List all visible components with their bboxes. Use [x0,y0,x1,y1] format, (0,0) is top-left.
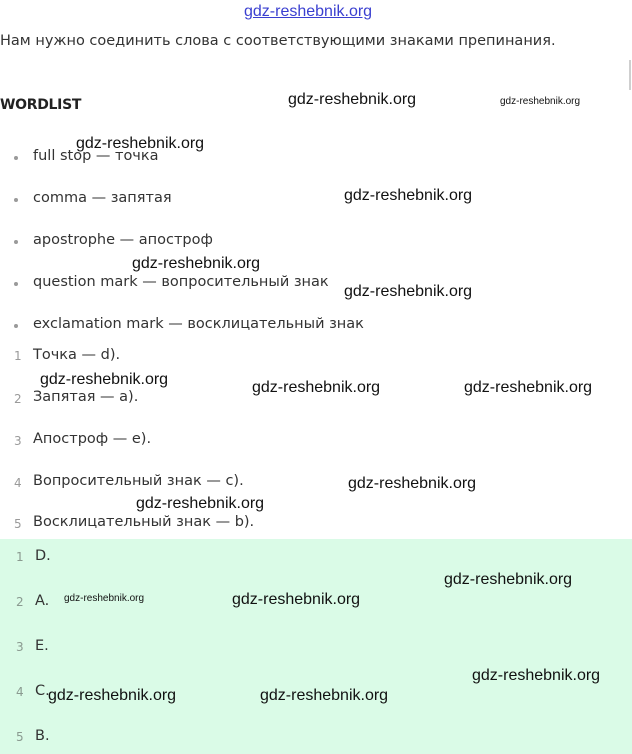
watermark: gdz-reshebnik.org [260,687,389,704]
scrollbar-thumb[interactable] [629,60,631,90]
answer-number: 4 [16,685,24,699]
watermark: gdz-reshebnik.org [40,371,169,388]
answer-text: C. [35,683,50,699]
bullet-icon [14,198,18,202]
item-number: 4 [14,476,22,490]
item-number: 2 [14,392,22,406]
list-item-text: full stop — точка [33,148,159,164]
watermark: gdz-reshebnik.org [232,591,361,608]
answer-number: 3 [16,640,24,654]
item-number: 1 [14,349,22,363]
bullet-icon [14,324,18,328]
bullet-icon [14,156,18,160]
watermark: gdz-reshebnik.org [132,255,261,272]
answer-text: D. [35,548,51,564]
intro-text: Нам нужно соединить слова с соответствующими знаками препинания. [0,33,556,49]
watermark: gdz-reshebnik.org [344,283,473,300]
bullet-icon [14,240,18,244]
watermark: gdz-reshebnik.org [444,571,573,588]
watermark: gdz-reshebnik.org [472,667,601,684]
wordlist-heading: WORDLIST [0,97,82,113]
answer-text: A. [35,593,50,609]
list-item-text: question mark — вопросительный знак [33,274,329,290]
watermark: gdz-reshebnik.org [48,687,177,704]
item-text: Запятая — a). [33,389,139,405]
watermark: gdz-reshebnik.org [136,495,265,512]
bullet-icon [14,282,18,286]
watermark: gdz-reshebnik.org [64,593,145,604]
list-item-text: comma — запятая [33,190,172,206]
answer-text: E. [35,638,49,654]
item-number: 5 [14,517,22,531]
watermark: gdz-reshebnik.org [76,135,205,152]
watermark: gdz-reshebnik.org [252,379,381,396]
watermark: gdz-reshebnik.org [464,379,593,396]
answer-number: 5 [16,730,24,744]
item-text: Восклицательный знак — b). [33,514,255,530]
answer-number: 1 [16,550,24,564]
watermark: gdz-reshebnik.org [500,96,581,107]
watermark: gdz-reshebnik.org [344,187,473,204]
answer-text: B. [35,728,50,744]
answer-number: 2 [16,595,24,609]
watermark: gdz-reshebnik.org [288,91,417,108]
list-item-text: exclamation mark — восклицательный знак [33,316,364,332]
watermark: gdz-reshebnik.org [244,3,373,20]
item-number: 3 [14,434,22,448]
item-text: Апостроф — e). [33,431,152,447]
item-text: Точка — d). [33,347,121,363]
list-item-text: apostrophe — апостроф [33,232,213,248]
watermark: gdz-reshebnik.org [348,475,477,492]
item-text: Вопросительный знак — c). [33,473,244,489]
